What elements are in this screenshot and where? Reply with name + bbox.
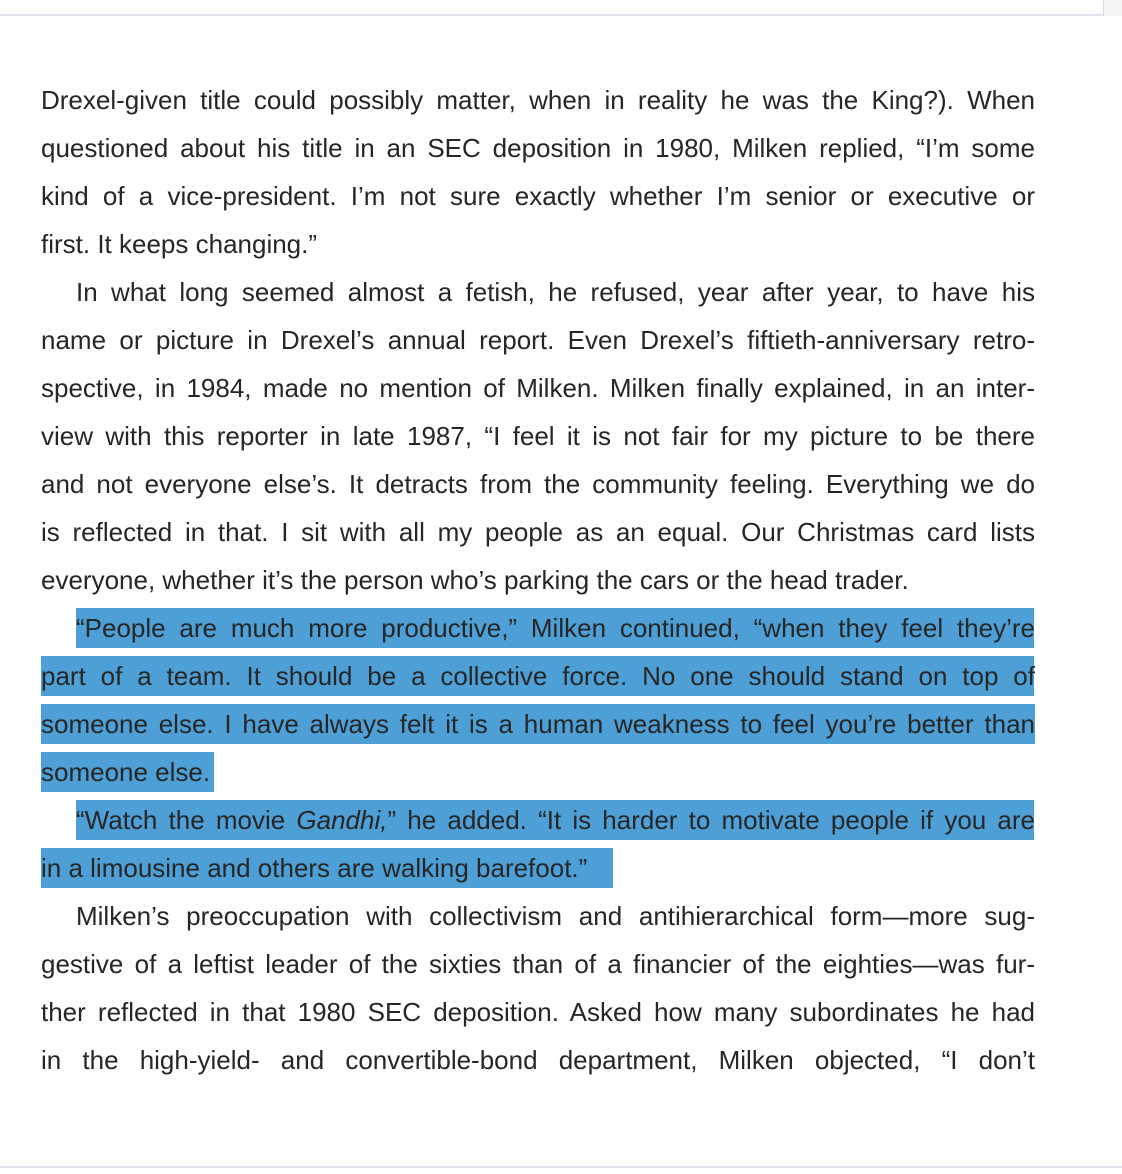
- text-line: and not everyone else’s. It detracts from the community feeling. Everything we do: [41, 469, 1035, 499]
- highlighted-line[interactable]: someone else. I have always felt it is a human weakness to feel you’re better than: [41, 700, 1035, 748]
- highlighted-line[interactable]: someone else.: [41, 748, 1035, 796]
- text-line: Drexel-given title could possibly matter, when in reality he was the King?). When: [41, 85, 1035, 115]
- text-line: name or picture in Drexel’s annual report. Even Drexel’s fiftieth-anniversary retro-: [41, 325, 1035, 355]
- text-line: In what long seemed almost a fetish, he refused, year after year, to have his: [76, 277, 1035, 307]
- text-line: is reflected in that. I sit with all my people as an equal. Our Christmas card lists: [41, 517, 1035, 547]
- text-line: view with this reporter in late 1987, “I feel it is not fair for my picture to be there: [41, 421, 1035, 451]
- highlighted-line[interactable]: “People are much more productive,” Milken continued, “when they feel they’re: [41, 604, 1035, 652]
- scrollbar-corner[interactable]: [1103, 0, 1122, 16]
- film-title: Gandhi,: [296, 805, 388, 835]
- highlighted-line[interactable]: part of a team. It should be a collective force. No one should stand on top of: [41, 652, 1035, 700]
- highlighted-line[interactable]: in a limousine and others are walking barefoot.”: [41, 844, 1035, 892]
- text-line: questioned about his title in an SEC deposition in 1980, Milken replied, “I’m some: [41, 133, 1035, 163]
- text-line: everyone, whether it’s the person who’s parking the cars or the head trader.: [41, 565, 909, 595]
- bottom-divider: [0, 1166, 1122, 1168]
- text-line: gestive of a leftist leader of the sixties than of a financier of the eighties—was fur-: [41, 949, 1035, 979]
- book-text: [41, 76, 1035, 1084]
- text-line: kind of a vice-president. I’m not sure exactly whether I’m senior or executive or: [41, 181, 1035, 211]
- highlighted-line[interactable]: “Watch the movie Gandhi,” he added. “It is harder to motivate people if you are: [41, 796, 1035, 844]
- top-divider: [0, 14, 1122, 16]
- text-line: Milken’s preoccupation with collectivism and antihierarchical form—more sug-: [76, 901, 1035, 931]
- text-line: in the high-yield- and convertible-bond department, Milken objected, “I don’t: [41, 1045, 1035, 1075]
- text-line: spective, in 1984, made no mention of Milken. Milken finally explained, in an inter-: [41, 373, 1035, 403]
- text-line: first. It keeps changing.”: [41, 229, 318, 259]
- text-line: ther reflected in that 1980 SEC deposition. Asked how many subordinates he had: [41, 997, 1035, 1027]
